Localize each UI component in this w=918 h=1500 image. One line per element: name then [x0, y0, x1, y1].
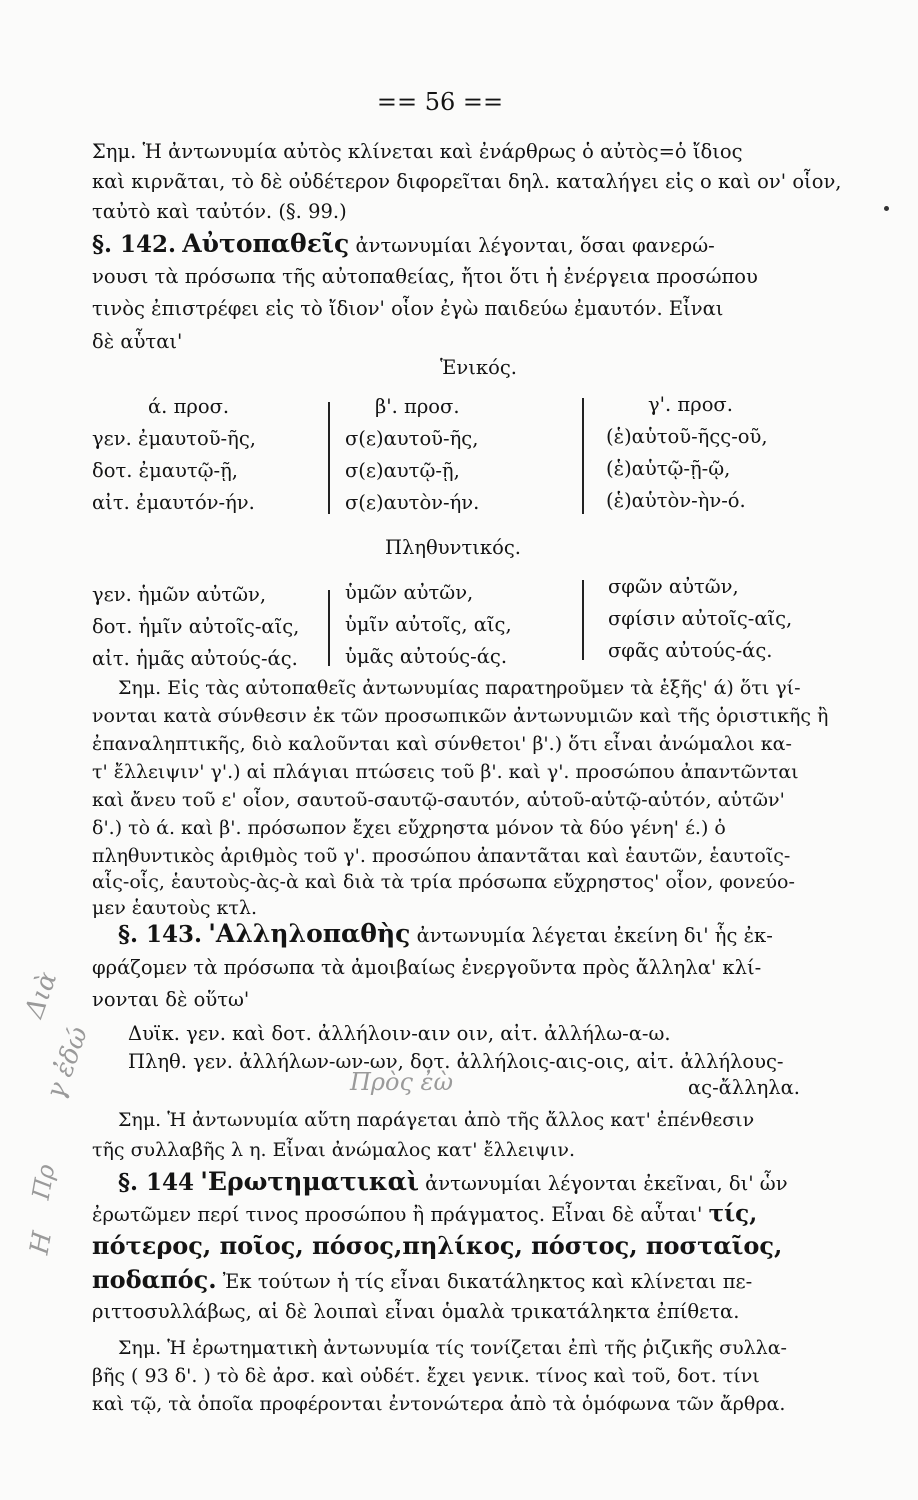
- singular-col-1: [92, 392, 256, 520]
- plural-col-3-acc: σφᾶς αὐτούς-άς.: [608, 639, 773, 662]
- section-143-plural: Πληθ. γεν. ἀλλήλων-ων-ων, δοτ. ἀλλήλοις-αις-οις, αἰτ. ἀλλήλους-: [128, 1050, 784, 1073]
- ink-dot: [884, 206, 889, 211]
- section-143-number: §. 143.: [118, 921, 203, 948]
- plural-col-1: [92, 580, 299, 676]
- note1-line-4: τ' ἔλλειψιν' γ'.) αἱ πλάγιαι πτώσεις τοῦ β'. καὶ γ'. προσώπου ἀπαντῶνται: [92, 761, 799, 783]
- note1-line-2: νονται κατὰ σύνθεσιν ἐκ τῶν προσωπικῶν ἀντωνυμιῶν καὶ τῆς ὁριστικῆς ἢ: [92, 705, 829, 727]
- singular-col-2: [345, 392, 479, 520]
- handwritten-margin-note-4: Πρ: [26, 1162, 61, 1202]
- page-number: == 56 ==: [376, 88, 504, 116]
- plural-col-1-gen: γεν. ἡμῶν αὐτῶν,: [92, 583, 267, 606]
- section-142-line-4: δὲ αὗται': [92, 330, 183, 353]
- section-144-number: §. 144: [118, 1169, 195, 1196]
- singular-col-3: [606, 390, 768, 518]
- note1-line-6: δ'.) τὸ ά. καὶ β'. πρόσωπον ἔχει εὔχρηστα μόνον τὰ δύο γένη' έ.) ὁ: [92, 817, 726, 839]
- section-142-line-2: νουσι τὰ πρόσωπα τῆς αὐτοπαθείας, ἤτοι ὅτι ἡ ἐνέργεια προσώπου: [92, 265, 758, 288]
- handwritten-margin-note-2: γ ἐδώ: [40, 1022, 95, 1104]
- section-142-number: §. 142.: [92, 231, 177, 258]
- section-143-line-1: ἀντωνυμία λέγεται ἐκείνη δι' ἧς ἐκ-: [416, 924, 773, 947]
- section-143-term: 'Αλληλοπαθὴς: [208, 919, 411, 948]
- plural-col-2-gen: ὑμῶν αὐτῶν,: [345, 581, 474, 604]
- section-144-line-2: [92, 1202, 757, 1227]
- note1-line-8: αἷς-οἷς, ἑαυτοὺς-ὰς-ὰ καὶ διὰ τὰ τρία πρόσωπα εὔχρηστος' οἷον, φονεύο-: [92, 871, 795, 893]
- section-144-list: πότερος, ποῖος, πόσος,πηλίκος, πόστος, ποσταῖος,: [92, 1231, 783, 1260]
- section-144-after: Ἐκ τούτων ἡ τίς εἶναι δικατάληκτος καὶ κλίνεται πε-: [222, 1270, 753, 1293]
- plural-col-1-acc: αἰτ. ἡμᾶς αὐτούς-άς.: [92, 647, 298, 670]
- note1-line-5: καὶ ἄνευ τοῦ ε' οἷον, σαυτοῦ-σαυτῷ-σαυτόν, αὑτοῦ-αὑτῷ-αὑτόν, αὑτῶν': [92, 789, 785, 811]
- section-142-heading: [92, 229, 715, 258]
- handwritten-margin-note-3: Η: [24, 1229, 59, 1257]
- singular-divider-2: [582, 398, 584, 514]
- singular-col-1-gen: γεν. ἐμαυτοῦ-ῆς,: [92, 427, 256, 450]
- section-144-list-end: [92, 1265, 753, 1294]
- singular-col-3-acc: (ἑ)αὑτὸν-ὴν-ό.: [606, 489, 746, 512]
- singular-col-1-head: ά. προσ.: [148, 395, 230, 418]
- note3-line-2: βῆς ( 93 δ'. ) τὸ δὲ ἀρσ. καὶ οὐδέτ. ἔχει γενικ. τίνος καὶ τοῦ, δοτ. τίνι: [92, 1365, 760, 1387]
- plural-col-2: [345, 578, 512, 674]
- section-143-line-3: νονται δὲ οὕτω': [92, 988, 250, 1011]
- section-144-heading: [118, 1167, 788, 1196]
- note2-line-1: Σημ. Ἡ ἀντωνυμία αὕτη παράγεται ἀπὸ τῆς ἄλλος κατ' ἐπένθεσιν: [118, 1109, 755, 1131]
- plural-divider-1: [328, 590, 330, 666]
- singular-divider-1: [328, 402, 330, 514]
- section-143-dual: Δυϊκ. γεν. καὶ δοτ. ἀλλήλοιν-αιν οιν, αἰτ. ἀλλήλω-α-ω.: [128, 1022, 671, 1045]
- plural-col-3: [608, 572, 792, 668]
- handwritten-inline-note: Πρὸς ἐὼ: [350, 1068, 454, 1096]
- note2-line-2: τῆς συλλαβῆς λ η. Εἶναι ἀνώμαλος κατ' ἔλλειψιν.: [92, 1139, 575, 1161]
- section-142-term: Αὐτοπαθεῖς: [182, 229, 350, 258]
- intro-line-3: ταὐτὸ καὶ ταὐτόν. (§. 99.): [92, 200, 347, 223]
- singular-col-3-head: γ'. προσ.: [648, 393, 733, 416]
- plural-col-2-dat: ὑμῖν αὐτοῖς, αῖς,: [345, 613, 512, 636]
- plural-divider-2: [582, 580, 584, 660]
- note3-line-3: καὶ τῷ, τὰ ὁποῖα προφέρονται ἐντονώτερα ἀπὸ τὰ ὁμόφωνα τῶν ἄρθρα.: [92, 1393, 786, 1415]
- singular-col-2-head: β'. προσ.: [375, 395, 460, 418]
- intro-line-1: Σημ. Ἡ ἀντωνυμία αὐτὸς κλίνεται καὶ ἐνάρθρως ὁ αὐτὸς=ὁ ἴδιος: [92, 140, 743, 163]
- singular-col-3-gen: (ἑ)αὑτοῦ-ῆςς-οῦ,: [606, 425, 768, 448]
- singular-col-2-dat: σ(ε)αυτῷ-ῇ,: [345, 459, 460, 482]
- section-144-line-2-text: ἐρωτῶμεν περί τινος προσώπου ἢ πράγματος. Εἶναι δὲ αὗται': [92, 1203, 703, 1226]
- plural-heading: Πληθυντικός.: [385, 536, 521, 559]
- note1-line-9: μεν ἑαυτοὺς κτλ.: [92, 897, 258, 919]
- singular-col-3-dat: (ἑ)αὑτῷ-ῇ-ῷ,: [606, 457, 731, 480]
- plural-col-3-dat: σφίσιν αὐτοῖς-αῖς,: [608, 607, 793, 630]
- section-144-after-2: ριττοσυλλάβως, αἱ δὲ λοιπαὶ εἶναι ὁμαλὰ τρικατάληκτα ἐπίθετα.: [92, 1300, 740, 1323]
- section-143-plural-cont: ας-ἄλληλα.: [688, 1076, 800, 1099]
- plural-col-3-gen: σφῶν αὐτῶν,: [608, 575, 739, 598]
- section-144-list-start: τίς,: [708, 1200, 758, 1227]
- singular-heading: Ἑνικός.: [440, 356, 517, 379]
- section-144-line-1: ἀντωνυμίαι λέγονται ἐκεῖναι, δι' ὧν: [425, 1172, 788, 1195]
- note1-line-7: πληθυντικὸς ἀριθμὸς τοῦ γ'. προσώπου ἀπαντᾶται καὶ ἑαυτῶν, ἑαυτοῖς-: [92, 845, 791, 867]
- section-144-list-last: ποδαπός.: [92, 1265, 217, 1294]
- note3-line-1: Σημ. Ἡ ἐρωτηματικὴ ἀντωνυμία τίς τονίζεται ἐπὶ τῆς ῥιζικῆς συλλα-: [118, 1337, 787, 1359]
- section-144-term: 'Ερωτηματικαὶ: [200, 1167, 419, 1196]
- section-143-heading: [118, 919, 773, 948]
- singular-col-1-dat: δοτ. ἐμαυτῷ-ῇ,: [92, 459, 238, 482]
- section-142-line-3: τινὸς ἐπιστρέφει εἰς τὸ ἴδιον' οἷον ἐγὼ παιδεύω ἐμαυτόν. Εἶναι: [92, 297, 724, 320]
- intro-line-2: καὶ κιρνᾶται, τὸ δὲ οὐδέτερον διφορεῖται δηλ. καταλήγει εἰς ο καὶ ον' οἷον,: [92, 170, 842, 193]
- section-142-line-1: ἀντωνυμίαι λέγονται, ὅσαι φανερώ-: [355, 234, 715, 257]
- plural-col-2-acc: ὑμᾶς αὐτούς-άς.: [345, 645, 508, 668]
- section-143-line-2: φράζομεν τὰ πρόσωπα τὰ ἀμοιβαίως ἐνεργοῦντα πρὸς ἄλληλα' κλί-: [92, 956, 762, 979]
- singular-col-2-acc: σ(ε)αυτὸν-ήν.: [345, 491, 480, 514]
- note1-line-3: ἐπαναληπτικῆς, διὸ καλοῦνται καὶ σύνθετοι' β'.) ὅτι εἶναι ἀνώμαλοι κα-: [92, 733, 792, 755]
- plural-col-1-dat: δοτ. ἡμῖν αὐτοῖς-αῖς,: [92, 615, 300, 638]
- singular-col-1-acc: αἰτ. ἐμαυτόν-ήν.: [92, 491, 255, 514]
- singular-col-2-gen: σ(ε)αυτοῦ-ῆς,: [345, 427, 479, 450]
- note1-line-1: Σημ. Εἰς τὰς αὐτοπαθεῖς ἀντωνυμίας παρατηροῦμεν τὰ ἑξῆς' ά) ὅτι γί-: [118, 677, 801, 699]
- handwritten-margin-note-1: Διὰ: [19, 968, 64, 1022]
